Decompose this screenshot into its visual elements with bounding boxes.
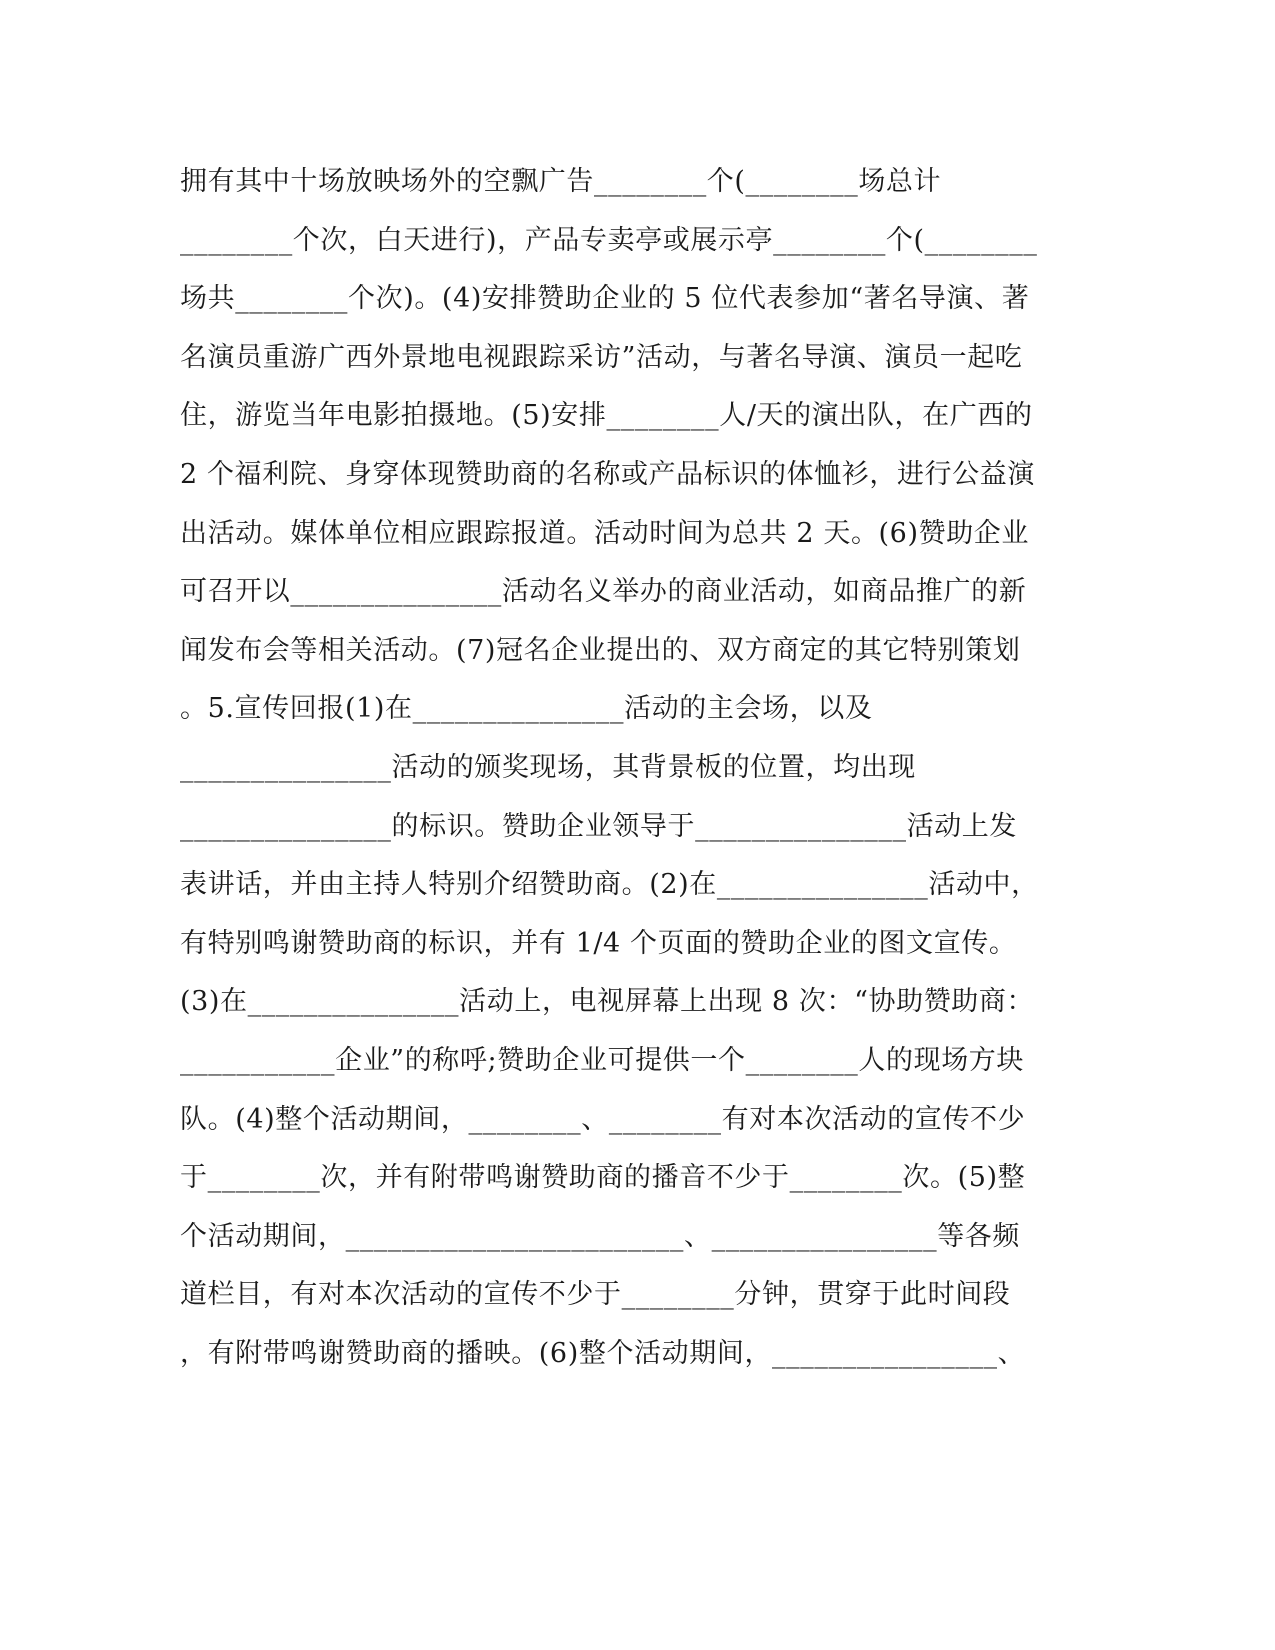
text-line-10: 。5.宣传回报(1)在_______________活动的主会场，以及 — [180, 693, 873, 725]
body-text — [180, 160, 1080, 1390]
text-line-8: 可召开以_______________活动名义举办的商业活动，如商品推广的新 — [180, 576, 1027, 608]
text-line-7: 出活动。媒体单位相应跟踪报道。活动时间为总共 2 天。(6)赞助企业 — [180, 517, 1029, 549]
text-line-13: 表讲话，并由主持人特别介绍赞助商。(2)在_______________活动中， — [180, 869, 1039, 901]
text-line-6: 2 个福利院、身穿体现赞助商的名称或产品标识的体恤衫，进行公益演 — [180, 458, 1035, 490]
text-line-21: ，有附带鸣谢赞助商的播映。(6)整个活动期间，________________、 — [180, 1337, 1026, 1369]
text-line-14: 有特别鸣谢赞助商的标识，并有 1/4 个页面的赞助企业的图文宣传。 — [180, 927, 1017, 959]
text-line-20: 道栏目，有对本次活动的宣传不少于________分钟，贯穿于此时间段 — [180, 1279, 1011, 1311]
text-line-5: 住，游览当年电影拍摄地。(5)安排________人/天的演出队，在广西的 — [180, 400, 1033, 432]
text-line-12: _______________的标识。赞助企业领导于_______________活动上发 — [180, 810, 1017, 842]
text-line-9: 闻发布会等相关活动。(7)冠名企业提出的、双方商定的其它特别策划 — [180, 634, 1021, 666]
text-line-16: ___________企业”的称呼;赞助企业可提供一个________人的现场方块 — [180, 1044, 1024, 1076]
text-line-2: ________个次，白天进行)，产品专卖亭或展示亭________个(________ — [180, 224, 1038, 256]
text-line-17: 队。(4)整个活动期间，________、________有对本次活动的宣传不少 — [180, 1103, 1026, 1135]
text-line-18: 于________次，并有附带鸣谢赞助商的播音不少于________次。(5)整 — [180, 1162, 1026, 1194]
text-line-1: 拥有其中十场放映场外的空飘广告________个(________场总计 — [180, 166, 942, 197]
text-line-3: 场共________个次)。(4)安排赞助企业的 5 位代表参加“著名导演、著 — [180, 283, 1030, 315]
text-line-15: (3)在_______________活动上，电视屏幕上出现 8 次：“协助赞助商： — [180, 986, 1035, 1018]
text-line-11: _______________活动的颁奖现场，其背景板的位置，均出现 — [180, 751, 916, 783]
text-line-4: 名演员重游广西外景地电视跟踪采访”活动，与著名导演、演员一起吃 — [180, 341, 1023, 373]
text-line-19: 个活动期间，________________________、________________等各频 — [180, 1220, 1020, 1252]
